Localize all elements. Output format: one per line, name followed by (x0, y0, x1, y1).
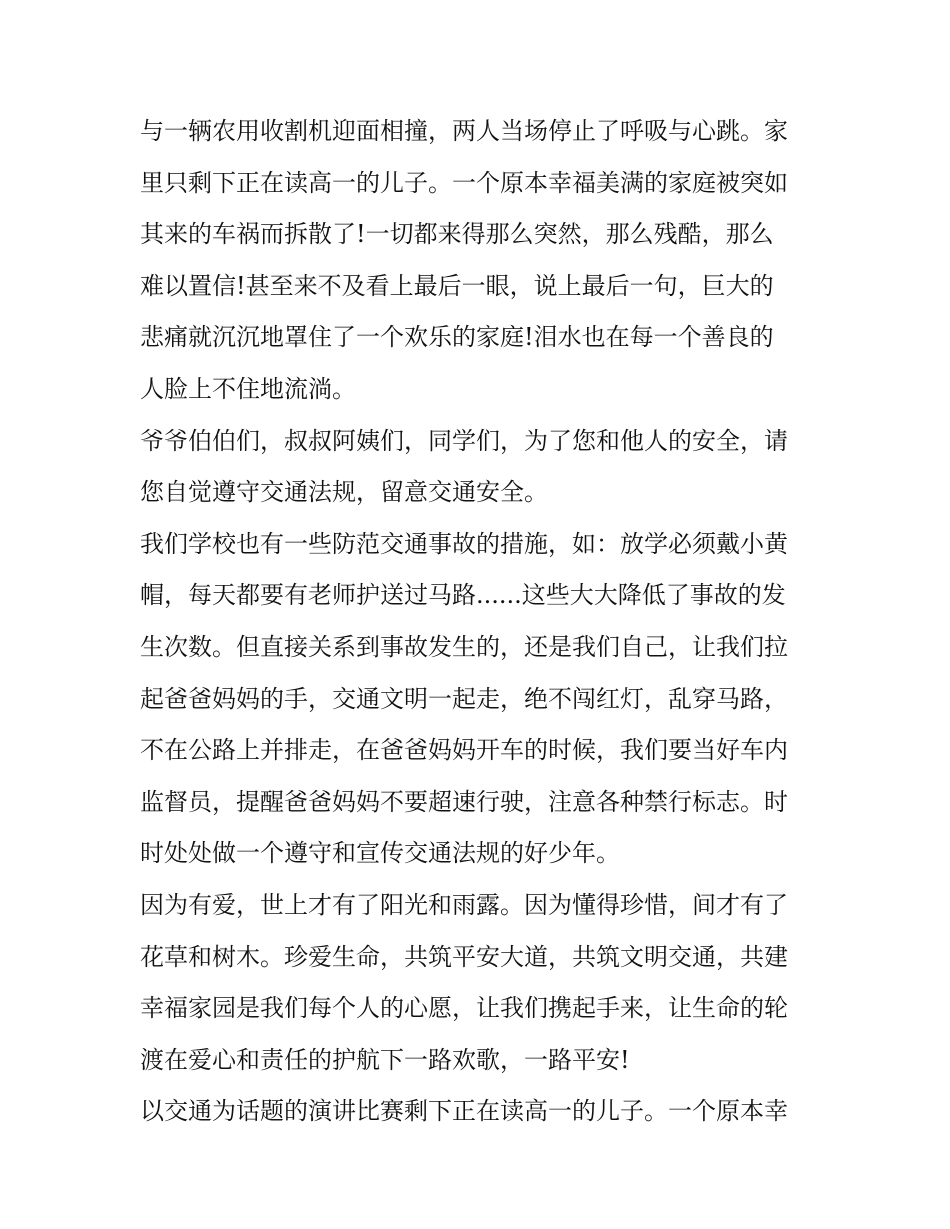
text-line: 幸福家园是我们每个人的心愿，让我们携起手来，让生命的轮 (140, 994, 788, 1023)
text-line: 我们学校也有一些防范交通事故的措施，如：放学必须戴小黄 (140, 529, 788, 558)
text-line: 起爸爸妈妈的手，交通文明一起走，绝不闯红灯，乱穿马路， (140, 684, 788, 713)
text-line: 爷爷伯伯们，叔叔阿姨们，同学们，为了您和他人的安全，请 (140, 426, 788, 455)
text-line: 监督员，提醒爸爸妈妈不要超速行驶，注意各种禁行标志。时 (140, 787, 788, 816)
text-line: 花草和树木。珍爱生命，共筑平安大道，共筑文明交通，共建 (140, 942, 788, 971)
text-line: 以交通为话题的演讲比赛剩下正在读高一的儿子。一个原本幸 (140, 1097, 788, 1126)
text-line: 因为有爱，世上才有了阳光和雨露。因为懂得珍惜，间才有了 (140, 890, 788, 919)
text-line: 渡在爱心和责任的护航下一路欢歌，一路平安! (140, 1045, 630, 1074)
text-line: 里只剩下正在读高一的儿子。一个原本幸福美满的家庭被突如 (140, 168, 788, 197)
text-line: 与一辆农用收割机迎面相撞，两人当场停止了呼吸与心跳。家 (140, 117, 788, 145)
text-line: 生次数。但直接关系到事故发生的，还是我们自己，让我们拉 (140, 632, 788, 661)
text-line: 时处处做一个遵守和宣传交通法规的好少年。 (140, 839, 620, 868)
text-line: 人脸上不住地流淌。 (140, 374, 356, 403)
text-line: 不在公路上并排走，在爸爸妈妈开车的时候，我们要当好车内 (140, 736, 788, 765)
text-line: 难以置信!甚至来不及看上最后一眼，说上最后一句，巨大的 (140, 271, 774, 300)
text-line: 您自觉遵守交通法规，留意交通安全。 (140, 478, 548, 507)
text-line: 帽，每天都要有老师护送过马路......这些大大降低了事故的发 (140, 581, 786, 610)
document-body (140, 106, 820, 1138)
text-line: 悲痛就沉沉地罩住了一个欢乐的家庭!泪水也在每一个善良的 (140, 323, 774, 352)
text-line: 其来的车祸而拆散了!一切都来得那么突然，那么残酷，那么 (140, 220, 774, 249)
